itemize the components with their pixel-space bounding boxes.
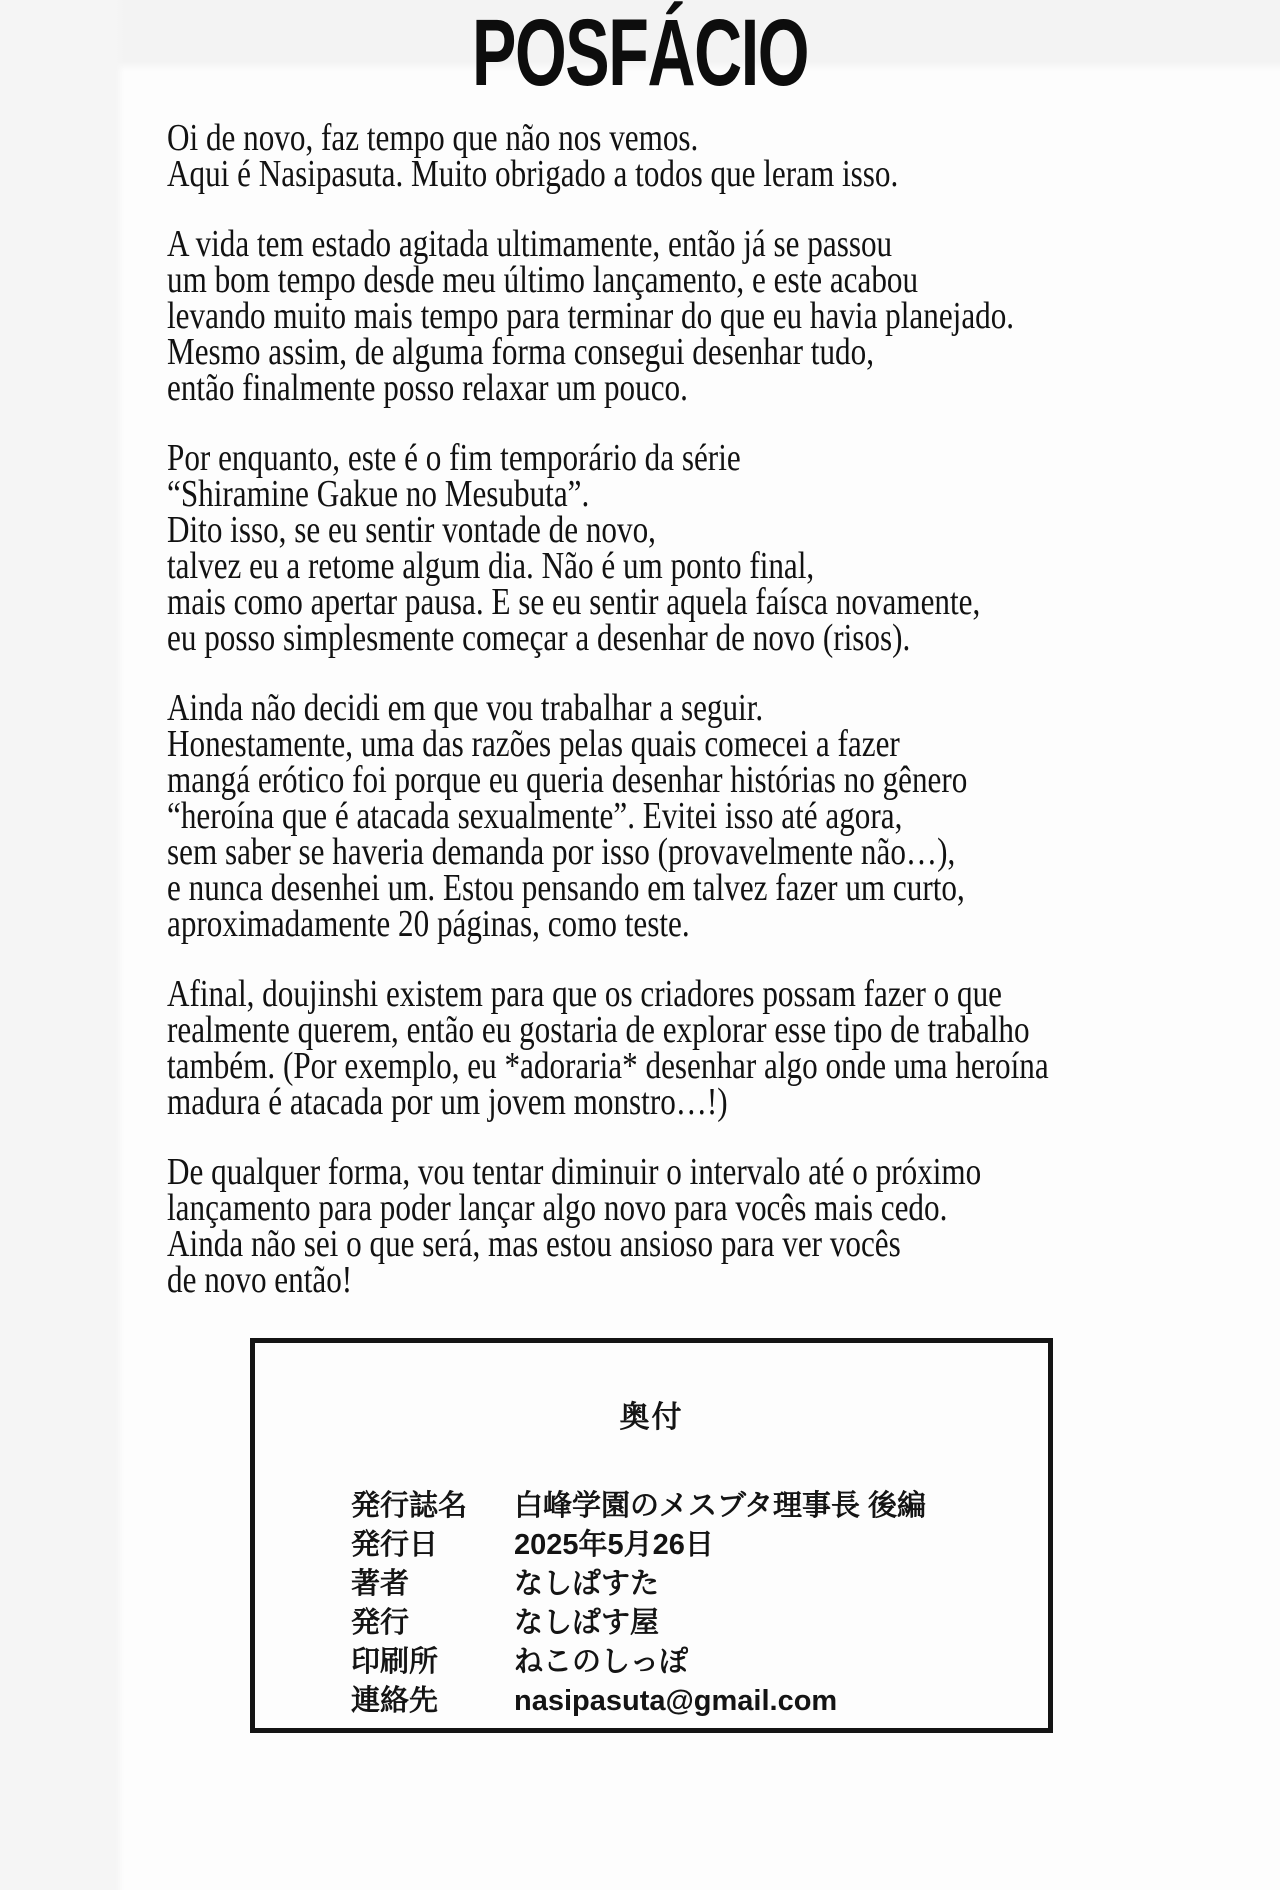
colophon-row: [351, 1643, 1048, 1682]
colophon-row: [351, 1604, 1048, 1643]
text-line: de novo então!: [167, 1259, 353, 1301]
paragraph: [167, 687, 1266, 945]
text-line: Ainda não sei o que será, mas estou ansioso para ver vocês: [167, 1223, 901, 1265]
colophon-value: 白峰学園のメスブタ理事長 後編: [514, 1490, 927, 1522]
text-line: “Shiramine Gakue no Mesubuta”.: [167, 473, 590, 515]
colophon-value: なしぱすた: [514, 1568, 660, 1600]
page-title-wrap: [0, 0, 1280, 106]
text-line: Aqui é Nasipasuta. Muito obrigado a todos que leram isso.: [167, 153, 899, 195]
colophon-value: 2025年5月26日: [514, 1529, 714, 1561]
text-line: madura é atacada por um jovem monstro…!): [167, 1081, 728, 1123]
colophon-table: [351, 1487, 1048, 1721]
colophon-label: 連絡先: [351, 1685, 439, 1717]
text-line: “heroína que é atacada sexualmente”. Evitei isso até agora,: [167, 795, 903, 837]
colophon-box: [250, 1338, 1053, 1733]
text-line: Afinal, doujinshi existem para que os criadores possam fazer o que: [167, 973, 1003, 1015]
text-line: lançamento para poder lançar algo novo para vocês mais cedo.: [167, 1187, 948, 1229]
text-line: realmente querem, então eu gostaria de explorar esse tipo de trabalho: [167, 1009, 1030, 1051]
text-line: Mesmo assim, de alguma forma consegui desenhar tudo,: [167, 331, 874, 373]
text-line: então finalmente posso relaxar um pouco.: [167, 367, 688, 409]
text-line: A vida tem estado agitada ultimamente, então já se passou: [167, 223, 893, 265]
text-line: e nunca desenhei um. Estou pensando em talvez fazer um curto,: [167, 867, 965, 909]
colophon-label: 発行日: [351, 1529, 439, 1561]
colophon-value: ねこのしっぽ: [514, 1646, 689, 1678]
text-line: eu posso simplesmente começar a desenhar de novo (risos).: [167, 617, 911, 659]
text-line: mangá erótico foi porque eu queria desenhar histórias no gênero: [167, 759, 968, 801]
colophon-label: 著者: [351, 1568, 410, 1600]
colophon-row: [351, 1487, 1048, 1526]
text-line: Por enquanto, este é o fim temporário da série: [167, 437, 741, 479]
colophon-label: 発行誌名: [351, 1490, 468, 1522]
text-line: também. (Por exemplo, eu *adoraria* desenhar algo onde uma heroína: [167, 1045, 1049, 1087]
paragraph: [167, 437, 1266, 659]
colophon-row: [351, 1682, 1048, 1721]
page-title: POSFÁCIO: [471, 0, 809, 106]
colophon-value: なしぱす屋: [514, 1607, 660, 1639]
text-line: Honestamente, uma das razões pelas quais comecei a fazer: [167, 723, 900, 765]
colophon-heading: 奥付: [619, 1401, 684, 1434]
paragraph: [167, 117, 1266, 195]
text-line: Oi de novo, faz tempo que não nos vemos.: [167, 117, 699, 159]
text-line: talvez eu a retome algum dia. Não é um ponto final,: [167, 545, 815, 587]
text-line: mais como apertar pausa. E se eu sentir aquela faísca novamente,: [167, 581, 981, 623]
paragraph: [167, 223, 1266, 409]
text-line: um bom tempo desde meu último lançamento, e este acabou: [167, 259, 919, 301]
text-line: Ainda não decidi em que vou trabalhar a seguir.: [167, 687, 764, 729]
text-line: sem saber se haveria demanda por isso (provavelmente não…),: [167, 831, 956, 873]
afterword-body: [167, 117, 1266, 1332]
colophon-value: nasipasuta@gmail.com: [514, 1685, 838, 1717]
colophon-row: [351, 1565, 1048, 1604]
colophon-label: 発行: [351, 1607, 410, 1639]
text-line: Dito isso, se eu sentir vontade de novo,: [167, 509, 656, 551]
colophon-row: [351, 1526, 1048, 1565]
colophon-label: 印刷所: [351, 1646, 439, 1678]
paragraph: [167, 973, 1266, 1123]
paragraph: [167, 1151, 1266, 1301]
text-line: De qualquer forma, vou tentar diminuir o intervalo até o próximo: [167, 1151, 982, 1193]
text-line: aproximadamente 20 páginas, como teste.: [167, 903, 690, 945]
text-line: levando muito mais tempo para terminar do que eu havia planejado.: [167, 295, 1015, 337]
